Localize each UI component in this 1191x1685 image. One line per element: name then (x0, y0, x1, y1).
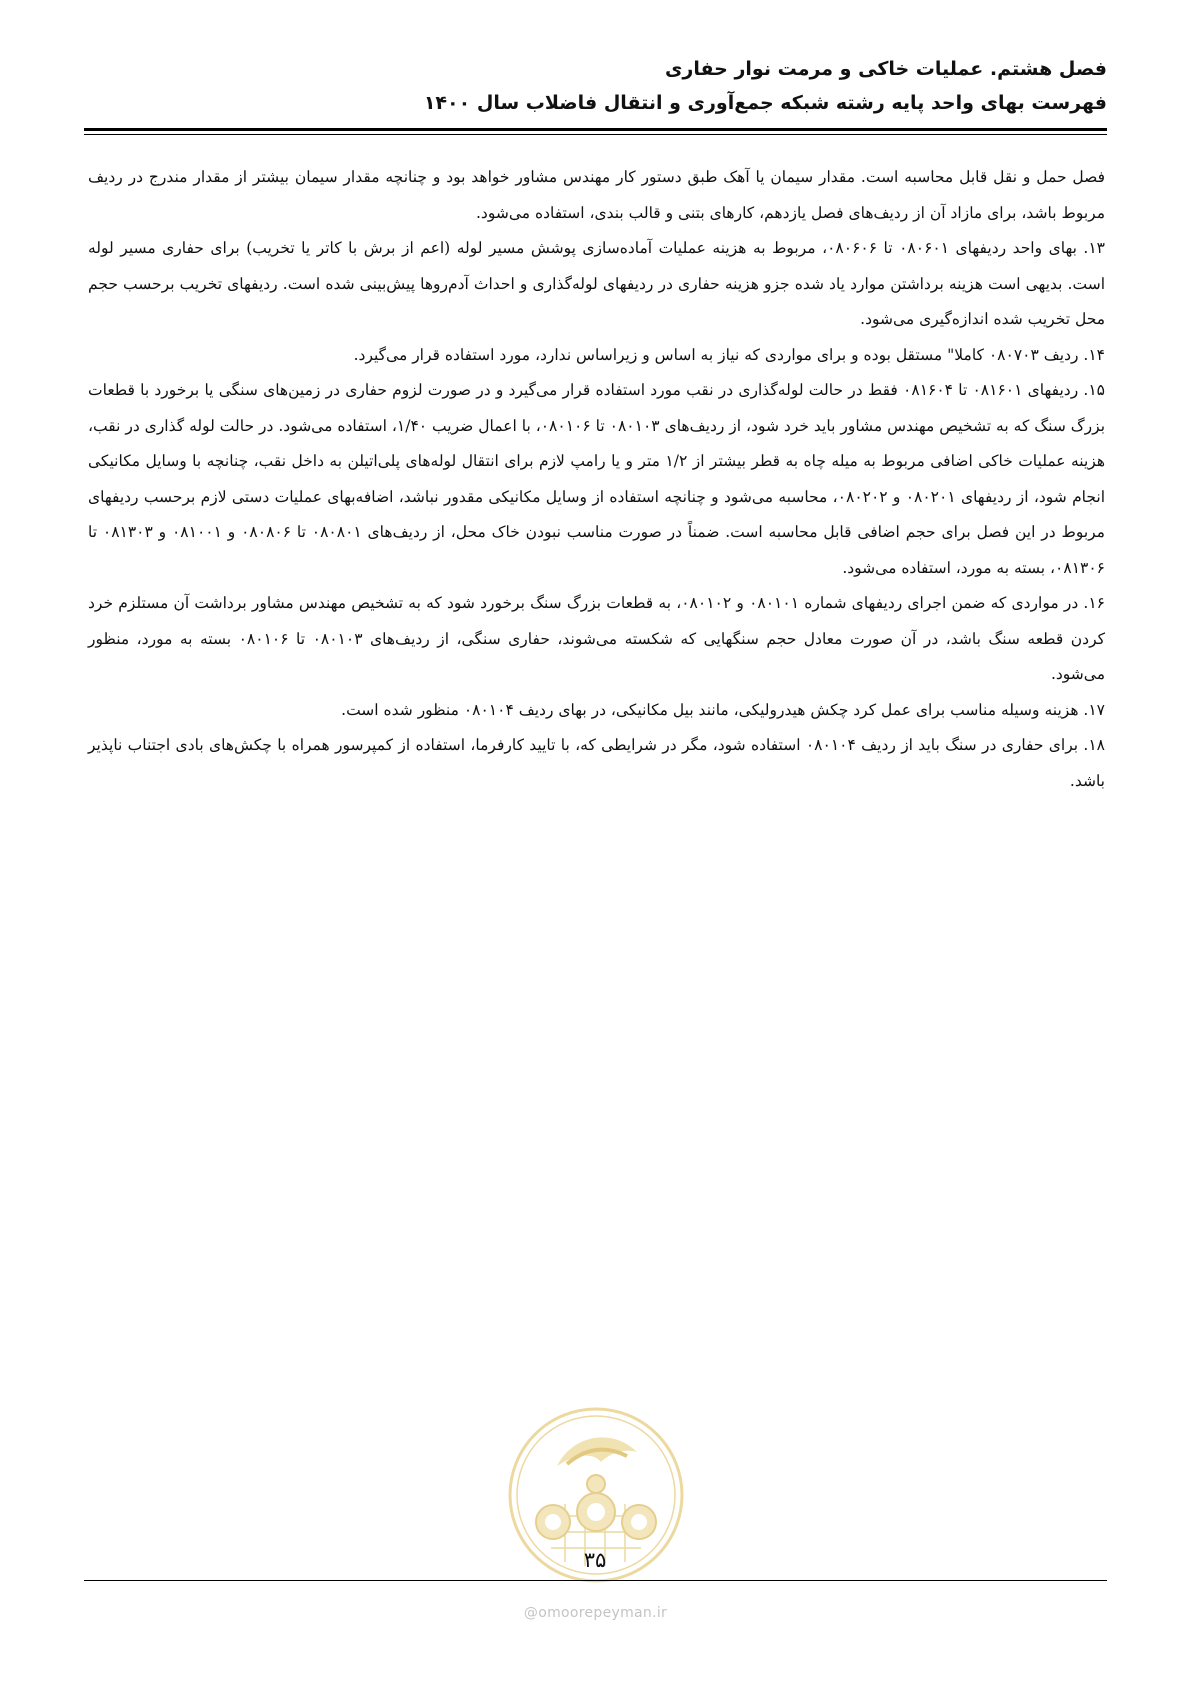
paragraph-13: ۱۳. بهای واحد ردیفهای ۰۸۰۶۰۱ تا ۰۸۰۶۰۶، مربوط به هزینه عملیات آماده‌سازی پوشش مسیر لوله (اعم از برش با کاتر یا تخریب) برای حفاری مسیر لوله است. بدیهی است هزینه برداشتن موارد یاد شده جزو هزینه حفاری در ردیفهای لوله‌گذاری و احداث آدم‌روها پیش‌بینی شده است. ردیفهای تخریب برحسب حجم محل تخریب شده اندازه‌گیری می‌شود. (88, 239, 1106, 328)
body-text (88, 160, 1105, 799)
paragraph-18: ۱۸. برای حفاری در سنگ باید از ردیف ۰۸۰۱۰۴ استفاده شود، مگر در شرایطی که، با تایید کارفرما، استفاده از کمپرسور همراه با چکش‌های بادی اجتناب ناپذیر باشد. (88, 736, 1105, 790)
header-rule-thick (84, 128, 1107, 131)
paragraph-16: ۱۶. در مواردی که ضمن اجرای ردیفهای شماره ۰۸۰۱۰۱ و ۰۸۰۱۰۲، به قطعات بزرگ سنگ برخورد شود که به تشخیص مهندس مشاور برداشت آن مستلزم خرد کردن قطعه سنگ باشد، در آن صورت معادل حجم سنگهایی که شکسته می‌شوند، حفاری سنگی، از ردیف‌های ۰۸۰۱۰۳ تا ۰۸۰۱۰۶ بسته به مورد، منظور می‌شود. (88, 594, 1106, 683)
header-rule-thin (84, 134, 1107, 135)
paragraph-continuation: فصل حمل و نقل قابل محاسبه است. مقدار سیمان یا آهک طبق دستور کار مهندس مشاور خواهد بود و چنانچه مقدار سیمان بیشتر از مقدار مندرج در ردیف مربوط باشد، برای مازاد آن از ردیف‌های فصل یازدهم، کارهای بتنی و قالب بندی، استفاده می‌شود. (88, 168, 1105, 222)
chapter-title: فصل هشتم. عملیات خاکی و مرمت نوار حفاری (665, 58, 1107, 80)
price-list-title: فهرست بهای واحد پایه رشته شبکه جمع‌آوری و انتقال فاضلاب سال ۱۴۰۰ (423, 92, 1107, 114)
paragraph-15: ۱۵. ردیفهای ۰۸۱۶۰۱ تا ۰۸۱۶۰۴ فقط در حالت لوله‌گذاری در نقب مورد استفاده قرار می‌گیرد و در صورت لزوم حفاری در زمین‌های سنگی یا برخورد با قطعات بزرگ سنگ که به تشخیص مهندس مشاور باید خرد شود، از ردیف‌های ۰۸۰۱۰۳ تا ۰۸۰۱۰۶، با اعمال ضریب ۱/۴۰، استفاده می‌شود. در حالت لوله گذاری در نقب، هزینه عملیات خاکی اضافی مربوط به میله چاه به قطر بیشتر از ۱/۲ متر و یا رامپ لازم برای انتقال لوله‌های پلی‌اتیلن به داخل نقب، چنانچه با وسایل مکانیکی انجام شود، از ردیفهای ۰۸۰۲۰۱ و ۰۸۰۲۰۲، محاسبه می‌شود و چنانچه استفاده از وسایل مکانیکی مقدور نباشد، اضافه‌بهای عملیات دستی لازم برحسب ردیفهای مربوط در این فصل برای حجم اضافی قابل محاسبه است. ضمناً در صورت مناسب نبودن خاک محل، از ردیف‌های ۰۸۰۸۰۱ تا ۰۸۰۸۰۶ و ۰۸۱۰۰۱ و ۰۸۱۳۰۳ تا ۰۸۱۳۰۶، بسته به مورد، استفاده می‌شود. (88, 381, 1106, 577)
paragraph-14: ۱۴. ردیف ۰۸۰۷۰۳ کاملا" مستقل بوده و برای مواردی که نیاز به اساس و زیراساس ندارد، مورد استفاده قرار می‌گیرد. (353, 345, 1105, 364)
page-number: ۳۵ (583, 1548, 607, 1572)
paragraph-17: ۱۷. هزینه وسیله مناسب برای عمل کرد چکش هیدرولیکی، مانند بیل مکانیکی، در بهای ردیف ۰۸۰۱۰۴ منظور شده است. (341, 700, 1105, 719)
footer-rule (84, 1580, 1107, 1581)
page-header (84, 52, 1107, 120)
watermark-text: @omoorepeyman.ir (523, 1605, 668, 1621)
